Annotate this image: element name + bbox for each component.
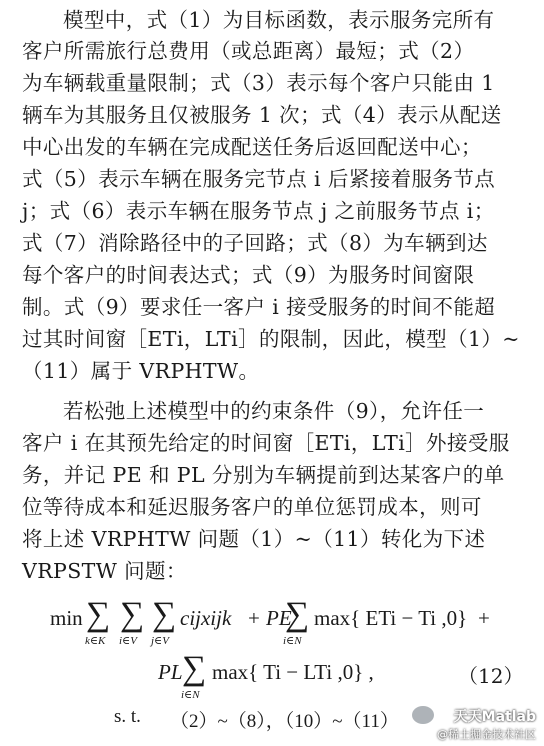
min-operator: min xyxy=(50,606,83,630)
plus-sign: + xyxy=(478,606,490,630)
text-line: 位等待成本和延迟服务客户的单位惩罚成本，则可 xyxy=(22,495,482,519)
text-line: （11）属于 VRPHTW。 xyxy=(22,359,260,383)
text-line: 中心出发的车辆在完成配送任务后返回配送中心； xyxy=(22,135,482,159)
cost-term: cijxijk xyxy=(180,606,232,630)
watermark-source: @稀土掘金技术社区 xyxy=(437,728,536,741)
plus-sign: + xyxy=(248,606,260,630)
text-line: 将上述 VRPHTW 问题（1）~（11）转化为下述 xyxy=(22,527,486,551)
text-line: 模型中，式（1）为目标函数，表示服务完所有 xyxy=(63,8,495,32)
sum-symbol: ∑ xyxy=(120,596,145,633)
watermark-title: 天天Matlab xyxy=(453,709,536,725)
sum-index-i: i∈V xyxy=(119,635,137,647)
subject-to-label: s. t. xyxy=(114,706,141,727)
sum-index-j: j∈V xyxy=(151,635,169,647)
sum-symbol: ∑ xyxy=(182,650,207,687)
wechat-icon xyxy=(412,706,434,724)
text-line: 务，并记 PE 和 PL 分别为车辆提前到达某客户的单 xyxy=(22,463,505,487)
sum-symbol: ∑ xyxy=(86,596,111,633)
text-line: 每个客户的时间表达式；式（9）为服务时间窗限 xyxy=(22,263,475,287)
constraint-list: （2）~（8），（10）~（11） xyxy=(170,711,399,732)
text-line: 式（5）表示车辆在服务完节点 i 后紧接着服务节点 xyxy=(22,167,496,191)
sum-index-n: i∈N xyxy=(283,635,302,647)
text-line: 客户 i 在其预先给定的时间窗［ETi，LTi］外接受服 xyxy=(22,431,510,455)
text-line: 制。式（9）要求任一客户 i 接受服务的时间不能超 xyxy=(22,295,496,319)
early-penalty-term: max{ ETi − Ti ,0} xyxy=(314,606,468,630)
sum-index-k: k∈K xyxy=(85,635,106,647)
watermark xyxy=(437,706,536,742)
text-line: 若松弛上述模型中的约束条件（9），允许任一 xyxy=(63,399,485,423)
sum-index-n: i∈N xyxy=(181,689,200,701)
text-line: 辆车为其服务且仅被服务 1 次；式（4）表示从配送 xyxy=(22,103,502,127)
text-line: 过其时间窗［ETi，LTi］的限制，因此，模型（1）~ xyxy=(22,327,520,351)
equation-number: （12） xyxy=(458,664,524,688)
text-line: 客户所需旅行总费用（或总距离）最短；式（2） xyxy=(22,39,475,63)
text-line: VRPSTW 问题： xyxy=(22,559,187,583)
text-line: 为车辆载重量限制；式（3）表示每个客户只能由 1 xyxy=(22,71,495,95)
text-line: j；式（6）表示车辆在服务节点 j 之前服务节点 i； xyxy=(22,199,495,223)
pe-coefficient: PE xyxy=(266,606,292,630)
text-line: 式（7）消除路径中的子回路；式（8）为车辆到达 xyxy=(22,231,488,255)
pl-coefficient: PL xyxy=(158,660,183,684)
sum-symbol: ∑ xyxy=(152,596,177,633)
sum-symbol: ∑ xyxy=(285,596,310,633)
late-penalty-term: max{ Ti − LTi ,0} , xyxy=(212,660,374,684)
